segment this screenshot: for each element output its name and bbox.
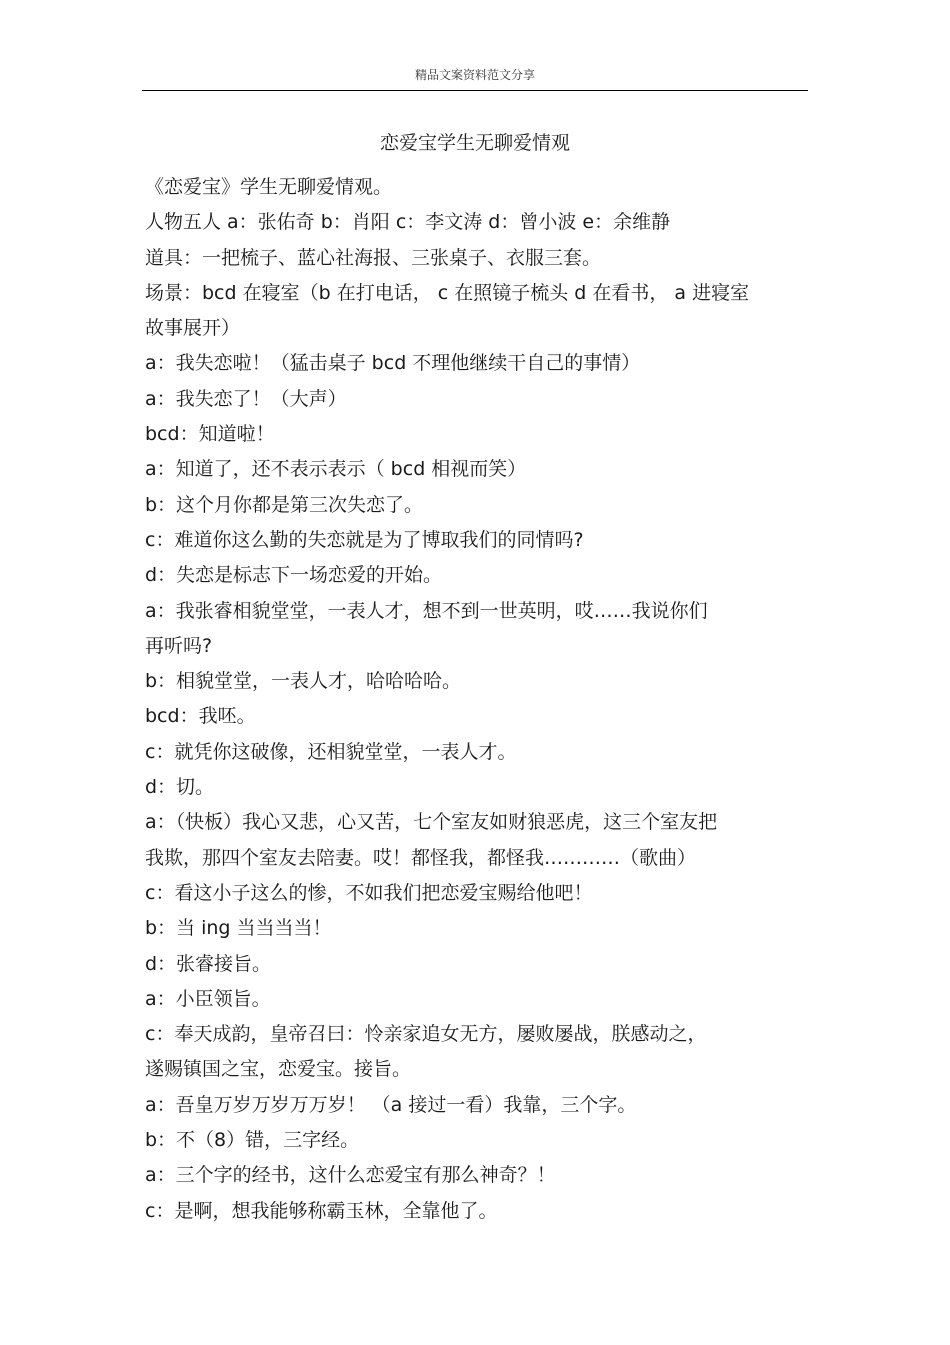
body-line: a：我失恋了！（大声）	[145, 387, 347, 410]
body-line: bcd：我呸。	[145, 705, 256, 728]
body-line: c：就凭你这破像，还相貌堂堂，一表人才。	[145, 740, 517, 763]
body-line: d：切。	[145, 776, 215, 799]
body-line: 我欺，那四个室友去陪妻。哎！都怪我，都怪我…………（歌曲）	[145, 846, 697, 869]
header-divider	[142, 90, 808, 91]
document-body	[145, 170, 810, 1229]
body-line: bcd：知道啦！	[145, 423, 275, 446]
body-line: a：三个字的经书，这什么恋爱宝有那么神奇？！	[145, 1164, 556, 1187]
body-line: c：看这小子这么的惨，不如我们把恋爱宝赐给他吧！	[145, 881, 593, 904]
body-line: b：不（8）错，三字经。	[145, 1129, 360, 1152]
body-line: a：我失恋啦！（猛击桌子 bcd 不理他继续干自己的事情）	[145, 352, 641, 375]
body-line: a：小臣领旨。	[145, 987, 271, 1010]
body-line: 遂赐镇国之宝，恋爱宝。接旨。	[145, 1058, 412, 1081]
body-line: b：这个月你都是第三次失恋了。	[145, 493, 424, 516]
body-line: c：难道你这么勤的失恋就是为了博取我们的同情吗?	[145, 528, 584, 551]
body-line: b：相貌堂堂，一表人才，哈哈哈哈。	[145, 670, 462, 693]
body-line: a：知道了，还不表示表示（ bcd 相视而笑）	[145, 458, 527, 481]
body-line: 故事展开）	[145, 317, 241, 340]
body-line: 《恋爱宝》学生无聊爱情观。	[145, 176, 393, 198]
body-line: c：奉天成韵，皇帝召曰：怜亲家追女无方，屡败屡战，朕感动之，	[145, 1023, 707, 1046]
page-header: 精品文案资料范文分享	[414, 68, 535, 82]
body-line: a：（快板）我心又悲，心又苦，七个室友如财狼恶虎，这三个室友把	[145, 811, 718, 834]
body-line: d：张睿接旨。	[145, 952, 272, 975]
body-line: 场景：bcd 在寝室（b 在打电话， c 在照镜子梳头 d 在看书， a 进寝室	[145, 281, 750, 304]
document-title: 恋爱宝学生无聊爱情观	[379, 132, 570, 154]
body-line: 道具：一把梳子、蓝心社海报、三张桌子、衣服三套。	[145, 246, 602, 269]
body-line: c：是啊，想我能够称霸玉林，全靠他了。	[145, 1199, 498, 1222]
body-line: a：吾皇万岁万岁万万岁！ （a 接过一看）我靠，三个字。	[145, 1093, 637, 1116]
body-line: b：当 ing 当当当当！	[145, 917, 332, 940]
body-line: 人物五人 a：张佑奇 b：肖阳 c：李文涛 d：曾小波 e：余维静	[145, 211, 671, 234]
body-line: d：失恋是标志下一场恋爱的开始。	[145, 564, 443, 587]
body-line: a：我张睿相貌堂堂，一表人才，想不到一世英明，哎……我说你们	[145, 599, 708, 622]
body-line: 再听吗?	[145, 634, 213, 657]
